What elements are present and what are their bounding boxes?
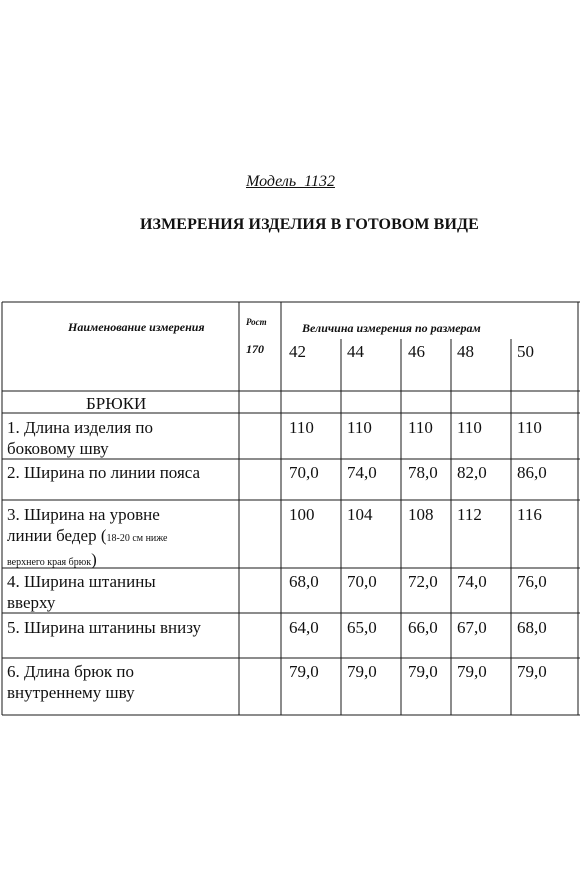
row-name [7, 417, 239, 459]
row-name-line: 4. Ширина штанины [7, 572, 156, 591]
table-cell: 70,0 [289, 463, 319, 482]
table-cell: 76,0 [517, 572, 547, 591]
row-name-line: линии бедер (18-20 см ниже [7, 526, 168, 545]
row-name-line: 1. Длина изделия по [7, 418, 154, 437]
table-cell: 67,0 [457, 618, 487, 637]
table-cell: 68,0 [289, 572, 319, 591]
header-height-value: 170 [246, 342, 264, 356]
table-cell: 79,0 [517, 662, 547, 681]
table-cell: 110 [289, 418, 314, 437]
table-cell: 79,0 [347, 662, 377, 681]
table-cell: 79,0 [457, 662, 487, 681]
size-header: 44 [347, 342, 364, 361]
table-cell: 68,0 [517, 618, 547, 637]
row-name-line: 5. Ширина штанины внизу [7, 618, 202, 637]
row-name [7, 462, 239, 483]
table-cell: 66,0 [408, 618, 438, 637]
table-cell: 78,0 [408, 463, 438, 482]
row-name-line: 2. Ширина по линии пояса [7, 463, 201, 482]
table-cell: 72,0 [408, 572, 438, 591]
row-name-line: вверху [7, 593, 56, 612]
table-cell: 82,0 [457, 463, 487, 482]
size-header: 42 [289, 342, 306, 361]
row-name [7, 571, 239, 613]
row-name [7, 661, 239, 703]
header-measurement-name: Наименование измерения [68, 320, 205, 334]
table-cell: 110 [457, 418, 482, 437]
page-title: ИЗМЕРЕНИЯ ИЗДЕЛИЯ В ГОТОВОМ ВИДЕ [140, 216, 479, 233]
table-cell: 110 [517, 418, 542, 437]
row-name-line: верхнего края брюк) [7, 550, 97, 569]
row-name-line: внутреннему шву [7, 683, 135, 702]
table-cell: 104 [347, 505, 373, 524]
table-cell: 110 [408, 418, 433, 437]
row-name-line: боковому шву [7, 439, 109, 458]
section-title: БРЮКИ [86, 394, 147, 413]
header-sizes-title: Величина измерения по размерам [302, 321, 481, 335]
table-cell: 108 [408, 505, 434, 524]
table-cell: 100 [289, 505, 315, 524]
row-name [7, 504, 239, 573]
table-cell: 70,0 [347, 572, 377, 591]
table-cell: 112 [457, 505, 482, 524]
size-header: 48 [457, 342, 474, 361]
row-name-line: 3. Ширина на уровне [7, 505, 160, 524]
table-cell: 116 [517, 505, 542, 524]
model-number: Модель 1132 [246, 173, 335, 190]
row-name-line: 6. Длина брюк по [7, 662, 135, 681]
table-cell: 74,0 [347, 463, 377, 482]
table-cell: 64,0 [289, 618, 319, 637]
table-cell: 79,0 [408, 662, 438, 681]
table-cell: 65,0 [347, 618, 377, 637]
table-cell: 86,0 [517, 463, 547, 482]
size-header: 50 [517, 342, 534, 361]
table-cell: 110 [347, 418, 372, 437]
row-name [7, 617, 239, 638]
table-cell: 79,0 [289, 662, 319, 681]
table-cell: 74,0 [457, 572, 487, 591]
size-header: 46 [408, 342, 425, 361]
header-rost: Рост [246, 317, 267, 327]
